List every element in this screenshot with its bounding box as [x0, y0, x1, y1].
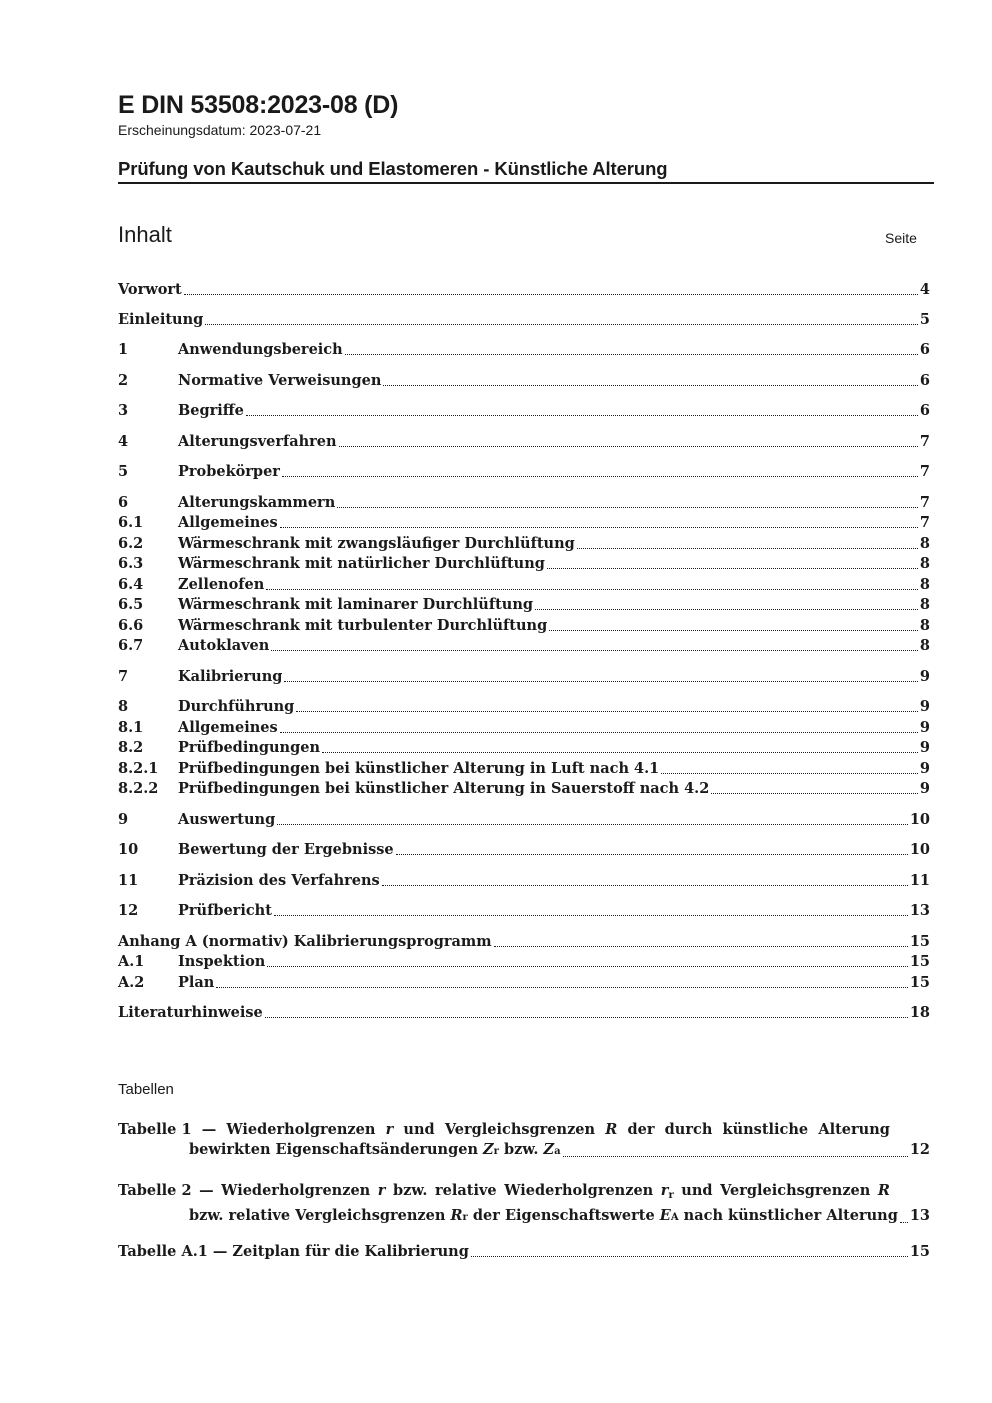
toc-table-entry-2[interactable]	[118, 1181, 930, 1228]
toc-entry[interactable]	[118, 932, 930, 952]
t2-symbol: R	[450, 1207, 463, 1224]
toc-entry-number: 6.2	[118, 535, 144, 552]
t1-word: der	[627, 1121, 655, 1138]
toc-entry-page: 9	[919, 719, 930, 736]
dot-leader	[282, 475, 918, 477]
toc-entry[interactable]	[118, 371, 930, 391]
t1-subscript: a	[554, 1146, 561, 1157]
t1-symbol: Z	[483, 1141, 494, 1158]
toc-entry[interactable]	[118, 901, 930, 921]
toc-entry[interactable]	[118, 779, 930, 799]
dot-leader	[277, 823, 908, 825]
publication-date: Erscheinungsdatum: 2023-07-21	[118, 122, 322, 138]
toc-entry-page: 9	[919, 780, 930, 797]
t1-mid: bzw.	[503, 1141, 539, 1158]
table-entry-2-line2	[118, 1206, 930, 1228]
toc-entry-title: Normative Verweisungen	[178, 372, 382, 389]
t2-subscript: r	[462, 1212, 468, 1223]
toc-entry-number: 11	[118, 872, 139, 889]
toc-entry-number: 2	[118, 372, 129, 389]
dot-leader	[280, 526, 918, 528]
dot-leader	[296, 710, 918, 712]
toc-entry[interactable]	[118, 718, 930, 738]
toc-entry-title: Autoklaven	[178, 637, 270, 654]
toc-entry[interactable]	[118, 554, 930, 574]
toc-entry-number: A.2	[118, 974, 145, 991]
toc-entry-page: 8	[919, 596, 930, 613]
toc-entry-page: 8	[919, 637, 930, 654]
t2-word: R	[877, 1182, 890, 1199]
toc-entry-title: Allgemeines	[178, 514, 278, 531]
toc-entry[interactable]	[118, 432, 930, 452]
toc-entry-title: Auswertung	[178, 811, 276, 828]
t2-symbol: E	[659, 1207, 671, 1224]
page-column-label: Seite	[885, 230, 917, 246]
toc-entry[interactable]	[118, 810, 930, 830]
t1-word: R	[605, 1121, 618, 1138]
dot-leader	[280, 731, 918, 733]
table-entry-1-line2	[118, 1140, 930, 1162]
toc-entry-title: Prüfbericht	[178, 902, 272, 919]
t2-word: Vergleichsgrenzen	[720, 1182, 871, 1199]
toc-heading: Inhalt	[118, 222, 172, 247]
t1-word: künstliche	[722, 1121, 809, 1138]
toc-entry-page: 15	[909, 974, 930, 991]
dot-leader	[494, 945, 908, 947]
t2-word: Wiederholgrenzen	[504, 1182, 654, 1199]
t2-word: bzw.	[392, 1182, 428, 1199]
toc-entry-page: 8	[919, 535, 930, 552]
t2-word: und	[681, 1182, 713, 1199]
t2-symbol: r	[660, 1182, 669, 1199]
toc-entry[interactable]	[118, 513, 930, 533]
toc-entry[interactable]	[118, 534, 930, 554]
dot-leader	[471, 1255, 908, 1257]
toc-entry-page: 7	[919, 433, 930, 450]
t1-word: —	[201, 1121, 217, 1138]
toc-entry-number: 6.5	[118, 596, 144, 613]
toc-entry-page: 15	[909, 933, 930, 950]
toc-entry-number: A.1	[118, 953, 145, 970]
t2-subscript: r	[668, 1190, 674, 1201]
toc-entry-number: 6.3	[118, 555, 144, 572]
toc-entry-page: 5	[919, 311, 930, 328]
t2-page: 13	[909, 1207, 930, 1224]
toc-entry-title: Durchführung	[178, 698, 295, 715]
t2-line2-post: nach künstlicher Alterung	[683, 1207, 898, 1224]
t2-word: —	[199, 1182, 214, 1199]
toc-entry-page: 9	[919, 760, 930, 777]
toc-entry-page: 9	[919, 739, 930, 756]
toc-entry-title: Prüfbedingungen	[178, 739, 321, 756]
toc-entry-title: Begriffe	[178, 402, 244, 419]
toc-entry-number: 3	[118, 402, 129, 419]
toc-entry-title: Probekörper	[178, 463, 280, 480]
toc-entry-page: 8	[919, 576, 930, 593]
t1-page: 12	[909, 1141, 930, 1158]
toc-entry-page: 10	[909, 811, 930, 828]
toc-entry-title: Anhang A (normativ) Kalibrierungsprogramm	[118, 933, 492, 950]
toc-entry[interactable]	[118, 493, 930, 513]
toc-entry-title: Vorwort	[118, 281, 182, 298]
toc-entry-title: Alterungskammern	[178, 494, 336, 511]
document-title: Prüfung von Kautschuk und Elastomeren - Künstliche Alterung	[118, 158, 668, 179]
t1-word: durch	[664, 1121, 713, 1138]
t2-line2-mid: der Eigenschaftswerte	[472, 1207, 655, 1224]
toc-entry-page: 6	[919, 402, 930, 419]
toc-entry-number: 8	[118, 698, 129, 715]
toc-entry-title: Prüfbedingungen bei künstlicher Alterung in Luft nach 4.1	[178, 760, 660, 777]
dot-leader	[383, 384, 918, 386]
toc-entry[interactable]	[118, 340, 930, 360]
toc-entry-title: Plan	[178, 974, 215, 991]
dot-leader	[549, 629, 918, 631]
toc-entry-page: 7	[919, 463, 930, 480]
toc-entry-number: 12	[118, 902, 139, 919]
toc-entry-title: Kalibrierung	[178, 668, 283, 685]
dot-leader	[271, 649, 918, 651]
toc-entry-page: 11	[909, 872, 930, 889]
toc-entry[interactable]	[118, 575, 930, 595]
t1-word: r	[385, 1121, 394, 1138]
toc-entry-page: 6	[919, 341, 930, 358]
dot-leader	[396, 853, 908, 855]
t1-word: Tabelle 1	[118, 1121, 192, 1138]
dot-leader	[339, 445, 918, 447]
toc-entry[interactable]	[118, 759, 930, 779]
dot-leader	[266, 588, 918, 590]
toc-entry-page: 18	[909, 1004, 930, 1021]
toc-entry-title: Inspektion	[178, 953, 266, 970]
toc-entry[interactable]	[118, 738, 930, 758]
t2-word: r	[377, 1182, 386, 1199]
dot-leader	[711, 792, 918, 794]
dot-leader	[563, 1155, 908, 1157]
t2-word: relative	[435, 1182, 497, 1199]
toc-entry-page: 9	[919, 668, 930, 685]
toc-entry-number: 6.6	[118, 617, 144, 634]
toc-entry[interactable]	[118, 616, 930, 636]
toc-entry-page: 8	[919, 617, 930, 634]
toc-entry-title: Prüfbedingungen bei künstlicher Alterung in Sauerstoff nach 4.2	[178, 780, 710, 797]
toc-entry-number: 6.4	[118, 576, 144, 593]
toc-entry-title: Allgemeines	[178, 719, 278, 736]
toc-entry-title: Wärmeschrank mit zwangsläufiger Durchlüftung	[178, 535, 575, 552]
toc-entry-title: Wärmeschrank mit natürlicher Durchlüftung	[178, 555, 545, 572]
toc-entry-page: 9	[919, 698, 930, 715]
dot-leader	[216, 986, 907, 988]
t1-line2-text: bewirkten Eigenschaftsänderungen	[189, 1141, 478, 1158]
toc-entry-page: 10	[909, 841, 930, 858]
dot-leader	[205, 323, 918, 325]
toc-entry[interactable]	[118, 310, 930, 330]
toc-entry-number: 4	[118, 433, 129, 450]
toc-entry-number: 5	[118, 463, 129, 480]
dot-leader	[337, 506, 918, 508]
tables-heading: Tabellen	[118, 1081, 174, 1098]
toc-entry-title: Wärmeschrank mit laminarer Durchlüftung	[178, 596, 534, 613]
t1-word: und	[403, 1121, 435, 1138]
toc-entry-title: Literaturhinweise	[118, 1004, 263, 1021]
table-entry-1-line1	[118, 1120, 890, 1140]
toc-entry-number: 6.1	[118, 514, 144, 531]
toc-entry-number: 6.7	[118, 637, 144, 654]
toc-entry-number: 8.1	[118, 719, 144, 736]
toc-entry-number: 10	[118, 841, 139, 858]
t1-word: Vergleichsgrenzen	[444, 1121, 596, 1138]
t1-symbol: Z	[543, 1141, 555, 1158]
t2-word: Wiederholgrenzen	[221, 1182, 371, 1199]
table-entry-2-line1	[118, 1181, 890, 1206]
t2-line2-text: bzw. relative Vergleichsgrenzen	[189, 1207, 446, 1224]
toc-entry-page: 4	[919, 281, 930, 298]
t1-word: Alterung	[818, 1121, 890, 1138]
dot-leader	[900, 1221, 908, 1223]
toc-entry[interactable]	[118, 840, 930, 860]
toc-entry[interactable]	[118, 667, 930, 687]
tA1-text: Tabelle A.1 — Zeitplan für die Kalibrierung	[118, 1243, 469, 1260]
dot-leader	[577, 547, 918, 549]
toc-table-entry-1[interactable]	[118, 1120, 930, 1162]
toc-entry-page: 7	[919, 494, 930, 511]
toc-entry-page: 8	[919, 555, 930, 572]
t2-word: Tabelle 2	[118, 1182, 192, 1199]
toc-entry[interactable]	[118, 952, 930, 972]
dot-leader	[274, 914, 908, 916]
toc-entry-number: 7	[118, 668, 129, 685]
toc-entry[interactable]	[118, 871, 930, 891]
toc-entry-number: 6	[118, 494, 129, 511]
toc-entry-number: 8.2	[118, 739, 144, 756]
dot-leader	[382, 884, 908, 886]
toc-entry[interactable]	[118, 401, 930, 421]
dot-leader	[547, 567, 918, 569]
toc-entry[interactable]	[118, 697, 930, 717]
dot-leader	[265, 1016, 908, 1018]
toc-entry-number: 9	[118, 811, 129, 828]
table-entry-a1-line	[118, 1242, 930, 1262]
toc-entry-page: 6	[919, 372, 930, 389]
dot-leader	[322, 751, 918, 753]
dot-leader	[345, 353, 918, 355]
dot-leader	[535, 608, 918, 610]
toc-entry[interactable]	[118, 280, 930, 300]
toc-entry-page: 13	[909, 902, 930, 919]
t2-word-rr	[661, 1181, 674, 1206]
dot-leader	[267, 965, 907, 967]
toc-entry-title: Wärmeschrank mit turbulenter Durchlüftung	[178, 617, 548, 634]
toc-entry-title: Alterungsverfahren	[178, 433, 337, 450]
toc-entry-title: Zellenofen	[178, 576, 265, 593]
toc-entry-page: 15	[909, 953, 930, 970]
toc-entry[interactable]	[118, 1003, 930, 1023]
toc-entry-title: Einleitung	[118, 311, 204, 328]
toc-entry-title: Anwendungsbereich	[178, 341, 343, 358]
toc-table-entry-a1[interactable]	[118, 1242, 930, 1262]
toc-entry-title: Präzision des Verfahrens	[178, 872, 380, 889]
toc-entry-page: 7	[919, 514, 930, 531]
dot-leader	[246, 414, 918, 416]
tA1-page: 15	[909, 1243, 930, 1260]
t2-subscript: A	[670, 1212, 679, 1223]
t1-subscript: r	[493, 1146, 499, 1157]
toc-entry[interactable]	[118, 636, 930, 656]
dot-leader	[661, 772, 918, 774]
toc-entry-number: 8.2.2	[118, 780, 159, 797]
toc-entry[interactable]	[118, 595, 930, 615]
toc-entry[interactable]	[118, 462, 930, 482]
dot-leader	[284, 680, 918, 682]
document-number: E DIN 53508:2023-08 (D)	[118, 91, 399, 119]
dot-leader	[184, 293, 918, 295]
toc-entry-number: 8.2.1	[118, 760, 159, 777]
toc-entry-number: 1	[118, 341, 129, 358]
toc-entry[interactable]	[118, 973, 930, 993]
t1-word: Wiederholgrenzen	[226, 1121, 376, 1138]
toc-entry-title: Bewertung der Ergebnisse	[178, 841, 394, 858]
